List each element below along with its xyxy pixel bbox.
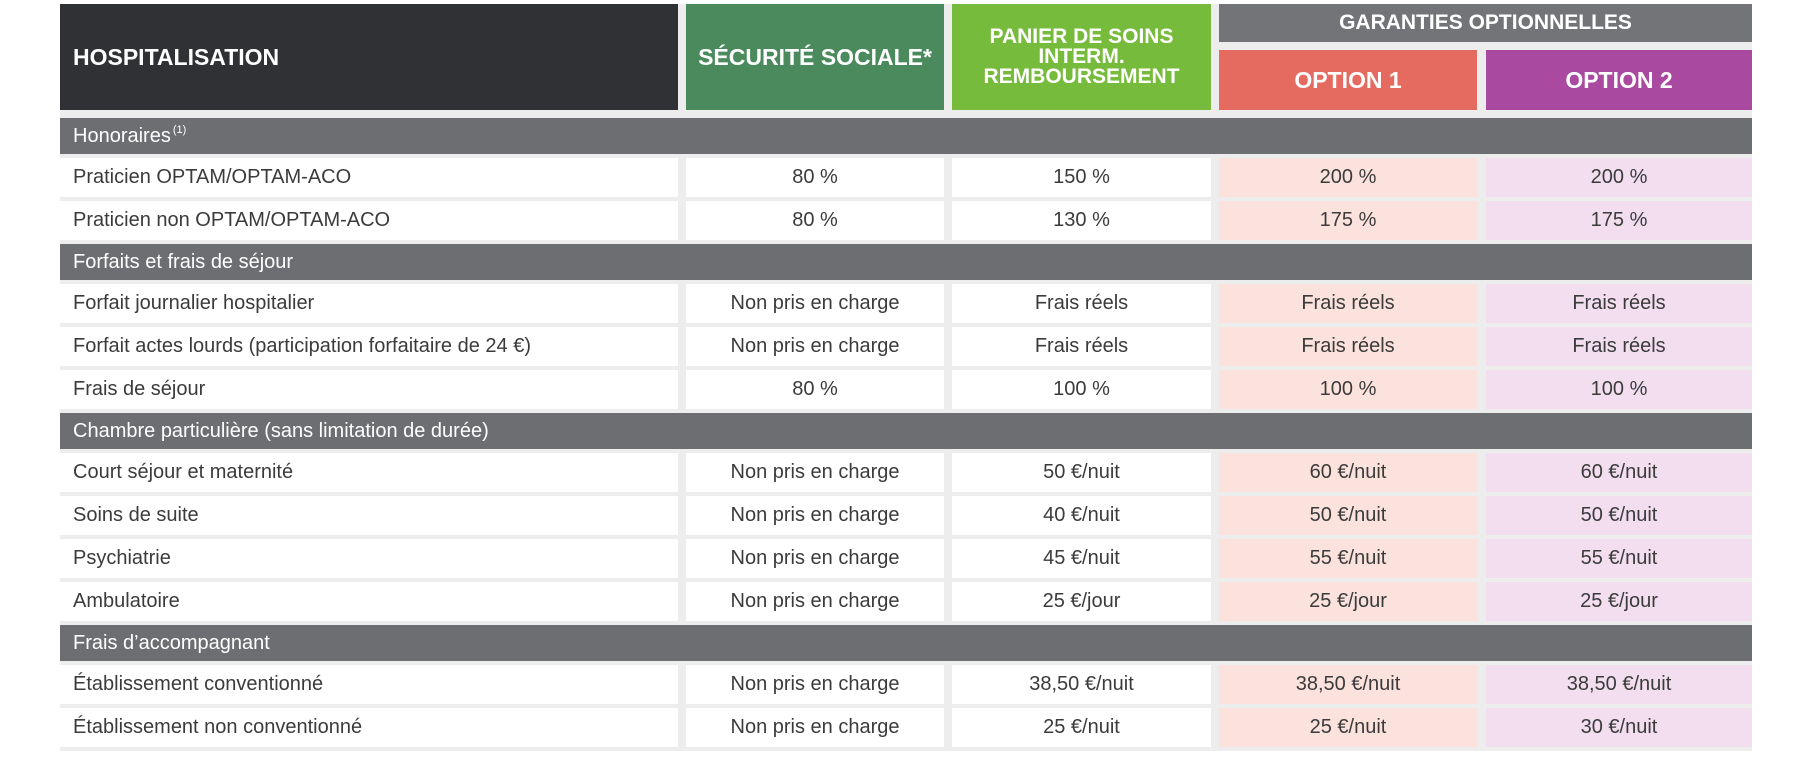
option-1-value: 25 €/nuit <box>1219 708 1477 747</box>
header-option-1: OPTION 1 <box>1219 50 1477 110</box>
table-row <box>60 284 1752 323</box>
securite-sociale-value: Non pris en charge <box>686 665 944 704</box>
table-row <box>60 370 1752 409</box>
option-1-value: Frais réels <box>1219 327 1477 366</box>
securite-sociale-value: 80 % <box>686 370 944 409</box>
panier-value: 100 % <box>952 370 1211 409</box>
securite-sociale-value: 80 % <box>686 158 944 197</box>
footnote-marker: (1) <box>172 124 187 136</box>
row-label: Soins de suite <box>60 496 678 535</box>
panier-value: Frais réels <box>952 284 1211 323</box>
option-2-value: Frais réels <box>1486 284 1752 323</box>
option-1-value: 38,50 €/nuit <box>1219 665 1477 704</box>
option-1-value: 50 €/nuit <box>1219 496 1477 535</box>
row-label: Établissement non conventionné <box>60 708 678 747</box>
option-2-value: 55 €/nuit <box>1486 539 1752 578</box>
row-label: Forfait actes lourds (participation forfaitaire de 24 €) <box>60 327 678 366</box>
header-option-2: OPTION 2 <box>1486 50 1752 110</box>
table-header <box>60 4 1752 114</box>
header-garanties-optionnelles: GARANTIES OPTIONNELLES <box>1219 4 1752 42</box>
panier-value: 38,50 €/nuit <box>952 665 1211 704</box>
table-row <box>60 582 1752 621</box>
section-title: Chambre particulière (sans limitation de durée) <box>73 419 489 442</box>
header-panier-de-soins <box>952 4 1211 110</box>
option-1-value: 60 €/nuit <box>1219 453 1477 492</box>
option-2-value: 25 €/jour <box>1486 582 1752 621</box>
option-2-value: 60 €/nuit <box>1486 453 1752 492</box>
table-row <box>60 496 1752 535</box>
row-label: Ambulatoire <box>60 582 678 621</box>
section-title: Forfaits et frais de séjour <box>73 250 294 273</box>
panier-value: 25 €/nuit <box>952 708 1211 747</box>
header-panier-line2: INTERM. <box>1038 45 1125 68</box>
table-row <box>60 201 1752 240</box>
securite-sociale-value: Non pris en charge <box>686 708 944 747</box>
securite-sociale-value: Non pris en charge <box>686 453 944 492</box>
row-label: Court séjour et maternité <box>60 453 678 492</box>
securite-sociale-value: Non pris en charge <box>686 539 944 578</box>
option-1-value: 175 % <box>1219 201 1477 240</box>
guarantee-table <box>60 4 1752 751</box>
section-header <box>60 118 1752 154</box>
table-row <box>60 453 1752 492</box>
option-2-value: 50 €/nuit <box>1486 496 1752 535</box>
panier-value: 130 % <box>952 201 1211 240</box>
panier-value: Frais réels <box>952 327 1211 366</box>
securite-sociale-value: Non pris en charge <box>686 327 944 366</box>
table-row <box>60 158 1752 197</box>
panier-value: 50 €/nuit <box>952 453 1211 492</box>
table-row <box>60 665 1752 704</box>
row-label: Frais de séjour <box>60 370 678 409</box>
option-1-value: 55 €/nuit <box>1219 539 1477 578</box>
option-2-value: 30 €/nuit <box>1486 708 1752 747</box>
table-row <box>60 539 1752 578</box>
section-header <box>60 413 1752 449</box>
header-hospitalisation: HOSPITALISATION <box>60 4 678 110</box>
option-1-value: Frais réels <box>1219 284 1477 323</box>
panier-value: 45 €/nuit <box>952 539 1211 578</box>
option-1-value: 200 % <box>1219 158 1477 197</box>
section-title: Honoraires <box>73 124 171 147</box>
panier-value: 25 €/jour <box>952 582 1211 621</box>
option-2-value: 200 % <box>1486 158 1752 197</box>
option-1-value: 100 % <box>1219 370 1477 409</box>
securite-sociale-value: Non pris en charge <box>686 582 944 621</box>
securite-sociale-value: Non pris en charge <box>686 496 944 535</box>
panier-value: 40 €/nuit <box>952 496 1211 535</box>
option-2-value: 38,50 €/nuit <box>1486 665 1752 704</box>
table-body <box>60 118 1752 747</box>
option-2-value: Frais réels <box>1486 327 1752 366</box>
row-label: Forfait journalier hospitalier <box>60 284 678 323</box>
row-label: Praticien non OPTAM/OPTAM-ACO <box>60 201 678 240</box>
row-label: Établissement conventionné <box>60 665 678 704</box>
option-2-value: 175 % <box>1486 201 1752 240</box>
option-1-value: 25 €/jour <box>1219 582 1477 621</box>
header-panier-line1: PANIER DE SOINS <box>989 25 1174 48</box>
header-panier-line3: REMBOURSEMENT <box>983 65 1180 88</box>
panier-value: 150 % <box>952 158 1211 197</box>
table-row <box>60 708 1752 747</box>
section-header <box>60 625 1752 661</box>
header-securite-sociale: SÉCURITÉ SOCIALE* <box>686 4 944 110</box>
section-title: Frais d’accompagnant <box>73 631 270 654</box>
securite-sociale-value: Non pris en charge <box>686 284 944 323</box>
securite-sociale-value: 80 % <box>686 201 944 240</box>
table-row <box>60 327 1752 366</box>
option-2-value: 100 % <box>1486 370 1752 409</box>
row-label: Psychiatrie <box>60 539 678 578</box>
section-header <box>60 244 1752 280</box>
row-label: Praticien OPTAM/OPTAM-ACO <box>60 158 678 197</box>
